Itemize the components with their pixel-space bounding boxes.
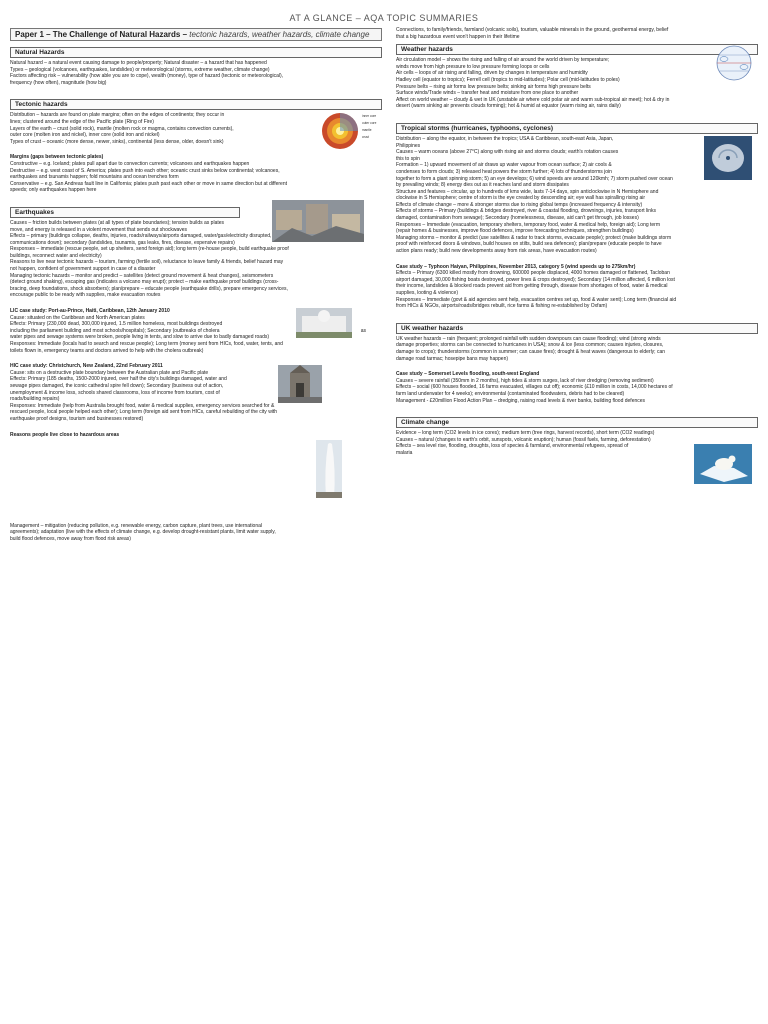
text-line: Causes – friction builds between plates (at all types of plate boundaries); tension builds as plates [10,219,225,226]
text-line: (detect ground shaking), escaping gas (indicates a volcano may erupt); protect – make earthquake proof buildings (cross- [10,279,279,286]
text-line: Causes – warm oceans (above 27°C) along with rising air and storms clouds; earth's rotation causes [396,149,619,156]
earthquakes-text [10,220,382,299]
text-line: this to spin [396,155,420,162]
text-line: Effects – social (600 houses flooded, 16 farms evacuated, villages cut off); economic (£10 million in costs, 14,000 hectares of [396,384,673,391]
text-line: their income, landslides & blocked roads prevent aid from getting through, disease from shortages of food, water & medical [396,283,668,290]
text-line: encourage public to be ready with supplies, make evacuation routes [10,292,161,299]
text-line: LIC case study: Port-au-Prince, Haiti, Caribbean, 12th January 2010 [10,308,170,315]
text-line: water pipes and sewage systems were broken, people living in tents, and slow to arrive due to badly damaged roads) [10,334,270,341]
text-line: Cause: sits on a destructive plate boundary between the Australian plate and Pacific plate [10,369,209,376]
text-line: damage road tarmac; hosepipe bans may happen) [396,355,509,362]
text-line: speeds; only earthquakes happen here [10,187,97,194]
left-column [10,28,382,545]
reasons-block [10,432,382,506]
text-line: Effects of climate change – more & stronger storms due to rising global temps (increased frequency & intensity) [396,201,643,208]
text-line: Layers of the earth – crust (solid rock), mantle (molten rock or magma, contains convection currents), [10,125,234,132]
text-line: Structure and features – circular, up to hundreds of kms wide, lasts 7-14 days, spin anticlockwise in N Hemisphere and [396,188,659,195]
text-line: Destructive – e.g. west coast of S. America; plates push into each other; oceanic crust sinks below continental; volcanoes, [10,167,280,174]
text-line: Types – geological (volcanoes, earthquakes, landslides) or meteorological (storms, extreme weather, climate change) [10,66,270,73]
text-line: that a big hazardous event won't happen in their lifetime [396,33,520,40]
text-fragment: as [360,328,366,335]
text-line: Connections, to family/friends, farmland (volcanic soils), tourism, valuable minerals in the ground, geothermal energy, belief [396,27,669,33]
tropical-storm-image [704,136,752,180]
text-line: agreements); adaptation (live with the effects of climate change, e.g. develop drought-resistant plants, limit water supply, [10,529,276,536]
paper-header [10,28,382,41]
paper-title: Paper 1 – The Challenge of Natural Hazards – [15,30,188,39]
text-line: Managing storms – monitor & predict (use satellites & radar to track storms, evacuate people); protect (make buildings storm [396,234,672,241]
text-line: Effects: Primary (185 deaths, 1500-2000 injured, over half the city's buildings damaged, water and [10,376,227,383]
text-line: Effects of storms – Primary (buildings & bridges destroyed, river & coastal flooding, drownings, injuries, transport links [396,208,657,215]
text-line: Philippines [396,142,421,149]
text-line: Factors affecting risk – vulnerability (how able you are to cope), wealth (money), type of hazard (tectonic or meteorological), [10,73,284,80]
text-line: earthquake proof designs, tourism and businesses restored) [10,415,144,422]
text-line: malaria [396,449,413,456]
text-line: Margins (gaps between tectonic plates) [10,154,104,161]
text-line: damage to crops); thunderstorms (common in summer; can cause fires); drought & heat waves (dangerous to elderly; can [396,348,666,355]
text-line: Constructive – e.g. Iceland; plates pull apart due to convection currents; volcanoes and earthquakes happen [10,160,250,167]
earth-label: crust [362,135,369,140]
right-column [396,27,758,489]
text-line: Hadley cell (equator to tropics); Ferrell cell (tropics to mid-latitudes); Polar cell (mid-latitudes to poles) [396,76,620,83]
section-header-natural-hazards: Natural Hazards [10,47,382,58]
text-line: earthquakes and tsunamis happen; fold mountains and ocean trenches form [10,174,179,181]
text-line: outer core (molten iron and nickel), inner core (solid iron and nickel) [10,132,160,139]
text-line: Responses – Immediate (evacuation, temporary shelters, temporary food, water & medical help, foreign aid); Long term [396,221,661,228]
hic-case-study [10,363,382,422]
earthquake-damage-image [272,200,364,242]
text-line: condenses to form clouds; 3) released heat powers the storm further; 4) lots of thunderstorms join [396,168,612,175]
text-line: damaged, contamination from sewage); Secondary (homelessness, disease, aid can't get through, job losses) [396,215,639,222]
text-line: Case study – Somerset Levels flooding, south-west England [396,371,540,378]
section-header-tropical-storms: Tropical storms (hurricanes, typhoons, cyclones) [396,123,758,134]
text-line: Effects – sea level rise, flooding, droughts, loss of species & farmland, environmental refugees, spread of [396,443,629,450]
text-line: including the parliament building and most schools/hospitals); Secondary (outbreaks of cholera [10,327,220,334]
air-circulation-globe-image [714,43,754,83]
text-line: winds move from high pressure to low pressure forming loops or cells [396,63,550,70]
text-line: communications down); secondary (landslides, tsunamis, gas leaks, fires, disease, expensive repairs) [10,239,235,246]
paper-subtitle: tectonic hazards, weather hazards, climate change [189,30,370,39]
text-line: Effects – primary (buildings collapse, deaths, injuries, roads/railways/airports damaged, water/gas/electricity disrupted, [10,233,272,240]
text-line: supplies, looting & violence) [396,290,458,296]
management-text [10,523,382,543]
text-line: desert (warm sinking air prevents clouds forming); hot & humid at equator (warm rising air, rains daily) [396,103,621,110]
text-line: toilets flown in, emergency teams and doctors arrived to help with the cholera outbreak) [10,347,204,354]
text-line: HIC case study: Christchurch, New Zealand, 22nd February 2011 [10,363,163,370]
tectonic-text [10,112,382,145]
text-line: Responses: Immediate (help from Australia brought food, water & medical supplies, emergency services searched for & [10,402,275,409]
christchurch-image [278,365,322,403]
text-line: Formation – 1) upward movement of air draws up water vapour from ocean surface; 2) air cools & [396,162,612,169]
text-line: Case study – Typhoon Haiyan, Philippines, November 2013, category 5 (wind speeds up to 275km/hr) [396,263,636,270]
text-line: Types of crust – oceanic (more dense, newer, sinks), continental (less dense, older, doesn't sink) [10,138,224,145]
text-line: not happen, confident of government support in case of a disaster [10,266,156,273]
text-line: together to form a giant spinning storm; 5) an eye develops; 6) wind speeds are around 120kmh; 7) storm pushed over ocean [396,175,673,182]
text-line: Effects – Primary (6300 killed mostly from drowning, 600000 people displaced, 4000 homes damaged or flattened, Tacloban [396,270,670,277]
text-line: Causes – severe rainfall (350mm in 2 months), high tides & storm surges, lack of river dredging (removing sediment) [396,377,654,384]
earth-layers-image [322,108,378,154]
text-line: farm land underwater for 4 weeks); environmental (contaminated floodwaters, debris had to be cleared) [396,390,625,397]
text-line: Air cells – loops of air rising and falling, driven by changes in temperature and humidity [396,70,588,77]
section-header-uk-weather: UK weather hazards [396,323,758,334]
text-line: Evidence – long term (CO2 levels in ice cores); medium term (tree rings, harvest records), short term (CO2 readings) [396,430,655,437]
lic-case-study [10,308,382,354]
text-line: action plans ready; build new developments away from risk areas, have evacuation routes) [396,248,597,255]
text-line: Managing tectonic hazards – monitor and predict – satellites (detect ground movement & heat changes), seismometers [10,272,274,279]
text-line: UK weather hazards – rain (frequent; prolonged rainfall with sudden downpours can cause flooding); wind (strong winds [396,335,661,342]
earth-label: inner core [362,114,377,119]
earth-label: outer core [362,121,377,126]
margins-text [10,154,382,194]
section-header-earthquakes: Earthquakes [10,207,240,218]
text-line: by prevailing winds; 8) energy dies out as it reaches land and storm dissipates [396,182,569,189]
text-line: Reasons to live near tectonic hazards – tourism, farming (fertile soil), reluctance to leave family & friends, belief hazard may [10,259,284,266]
section-header-climate-change: Climate change [396,417,758,428]
section-header-weather: Weather hazards [396,44,758,55]
text-line: from HICs & NGOs, airports/roads/bridges rebuilt, rice farms & fishing re-established by Oxfam) [396,303,608,310]
text-line: Responses: Immediate (locals had to search and rescue people); Long term (money sent from HICs, food, water, tents, and [10,341,283,347]
text-line: Surface winds/Trade winds – transfer heat and moisture from one place to another [396,90,579,97]
weather-text [396,57,758,110]
text-line: Effects: Primary (230,000 dead, 300,000 injured, 1.5 million homeless, most buildings destroyed [10,321,223,328]
uk-weather-text [396,336,758,362]
haiti-image [296,308,352,338]
text-line: move, and energy is released in a violent movement that sends out shockwaves [10,226,188,233]
text-line: unemployment & income loss, schools shared classrooms, loss of income from tourism, cost of [10,389,220,396]
text-line: Conservative – e.g. San Andreas fault line in California; plates push past each other or move in same direction but at different [10,180,288,187]
haiyan-case-study [396,264,758,310]
section-header-tectonic: Tectonic hazards [10,99,382,110]
text-line: Natural hazard – a natural event causing damage to people/property; Natural disaster – a hazard that has happened [10,60,267,66]
text-line: Causes – natural (changes to earth's orbit, sunspots, volcanic eruption); human (fossil fuels, farming, deforestation) [396,436,651,443]
reasons-title: Reasons people live close to hazardous areas [10,431,120,438]
text-line: damage properties; storms can be connected to hurricanes in USA); snow & ice (less common; causes injuries, closures, [396,342,664,349]
earth-label: mantle [362,128,372,133]
text-line: airport damaged, 30,000 fishing boats destroyed, power lines & crops destroyed); Secondary (14 million affected, 6 million lost [396,276,675,283]
text-line: rescued people, local people helped each other); Long term (foreign aid sent from HICs, careful rebuilding of the city with [10,409,278,416]
text-line: Affect on world weather – cloudy & wet in UK (unstable air where cold polar air and warm sub-tropical air meet); hot & dry in [396,96,670,103]
text-line: Distribution – hazards are found on plate margins; often on the edges of continents; they occur in [10,112,225,119]
text-line: lines; clustered around the edge of the Pacific plate (Ring of Fire) [10,118,154,125]
text-line: build flood defences, move away from flood risk areas) [10,535,131,542]
text-line: buildings, reconnect water and electricity) [10,252,102,259]
text-line: Distribution – along the equator, in between the tropics; USA & Caribbean, south-east Asia, Japan, [396,135,614,142]
somerset-case-study [396,371,758,404]
text-line: Responses – Immediate (govt & aid agencies sent help, evacuation centres set up, food & water sent); Long term (financial aid [396,296,677,303]
natural-hazards-text [10,60,382,86]
text-line: clockwise in S Hemisphere; centre of storm is the eye created by descending air; eye wall has spiralling rising air [396,195,646,202]
polar-bear-image [694,444,752,484]
text-line: roads/building repairs) [10,396,60,403]
climate-text [396,430,758,486]
text-line: bracing, deep foundations, shock absorbers); plan/prepare – educate people (earthquake drills), prepare emergency services, [10,285,288,292]
text-line: Management – mitigation (reducing pollution, e.g. renewable energy, carbon capture, plant trees, use international [10,522,263,529]
text-line: Cause: situated on the Caribbean and North American plates [10,314,145,321]
right-intro-text [396,27,758,40]
text-line: (repair homes & businesses, improve flood defences, improve forecasting techniques, strengthen buildings) [396,228,634,235]
text-line: Responses – immediate (rescue people, set up shelters, send foreign aid); long term (re-house people, build earthquake proof [10,246,289,253]
text-line: Pressure belts – rising air forms low pressure belts; sinking air forms high pressure belts [396,83,591,90]
text-line: sewage pipes damaged, the iconic cathedral spire fell down); Secondary (business out of action, [10,382,224,389]
text-line: proof with reinforced doors & windows, build houses on stilts, build sea defences); plan/prepare (educate people to have [396,241,662,248]
text-line: frequency (how often), magnitude (how big) [10,79,107,86]
page-title: AT A GLANCE – AQA TOPIC SUMMARIES [289,13,479,23]
text-line: Air circulation model – shows the rising and falling of air around the world driven by temperature; [396,57,610,64]
storms-text [396,136,758,255]
geyser-image [316,440,342,498]
text-line: Management - £20million Flood Action Plan – dredging, raising road levels & river banks, building flood defences [396,397,646,404]
